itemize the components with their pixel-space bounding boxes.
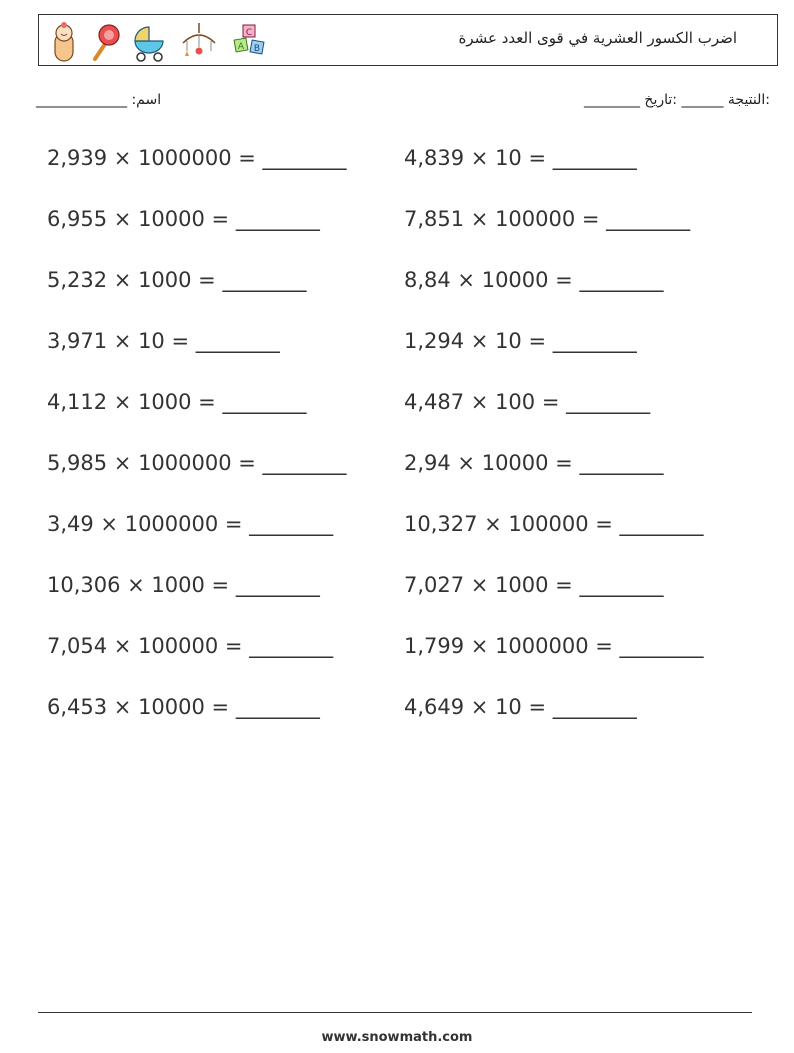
header-icons [51, 21, 269, 63]
problem-20: 4,649 × 10 = ________ [404, 695, 637, 719]
problem-row [47, 451, 767, 512]
problem-row [47, 207, 767, 268]
problem-9: 4,112 × 1000 = ________ [47, 390, 307, 414]
problem-7: 3,971 × 10 = ________ [47, 329, 280, 353]
problem-row [47, 146, 767, 207]
problem-4: 7,851 × 100000 = ________ [404, 207, 691, 231]
problem-6: 8,84 × 10000 = ________ [404, 268, 664, 292]
footer-divider [38, 1012, 752, 1013]
problem-14: 10,327 × 100000 = ________ [404, 512, 704, 536]
svg-text:C: C [245, 28, 253, 38]
problem-10: 4,487 × 100 = ________ [404, 390, 651, 414]
problem-2: 4,839 × 10 = ________ [404, 146, 637, 170]
name-field: _____________ :اسم [36, 92, 162, 108]
svg-text:B: B [253, 44, 261, 54]
worksheet-header [38, 14, 778, 66]
problem-15: 10,306 × 1000 = ________ [47, 573, 320, 597]
stroller-icon [131, 21, 169, 63]
problem-row [47, 329, 767, 390]
problem-row [47, 390, 767, 451]
problem-1: 2,939 × 1000000 = ________ [47, 146, 347, 170]
problem-row [47, 512, 767, 573]
crib-mobile-icon [179, 21, 219, 63]
date-field: ______ :تاريخ: [644, 92, 770, 108]
footer-url[interactable]: www.snowmath.com [321, 1030, 473, 1045]
baby-icon [51, 21, 77, 63]
svg-text:A: A [237, 42, 245, 52]
problem-grid [47, 146, 767, 756]
problem-13: 3,49 × 1000000 = ________ [47, 512, 334, 536]
problem-19: 6,453 × 10000 = ________ [47, 695, 320, 719]
problem-3: 6,955 × 10000 = ________ [47, 207, 320, 231]
problem-row [47, 634, 767, 695]
problem-11: 5,985 × 1000000 = ________ [47, 451, 347, 475]
result-field: ________ النتيجة [583, 92, 766, 108]
problem-row [47, 268, 767, 329]
problem-17: 7,054 × 100000 = ________ [47, 634, 334, 658]
rattle-icon [87, 21, 121, 63]
toy-blocks-icon [229, 21, 269, 63]
problem-8: 1,294 × 10 = ________ [404, 329, 637, 353]
problem-18: 1,799 × 1000000 = ________ [404, 634, 704, 658]
problem-12: 2,94 × 10000 = ________ [404, 451, 664, 475]
date-result-fields [584, 92, 770, 108]
problem-5: 5,232 × 1000 = ________ [47, 268, 307, 292]
problem-16: 7,027 × 1000 = ________ [404, 573, 664, 597]
worksheet-title: اضرب الكسور العشرية في قوى العدد عشرة [458, 29, 737, 47]
problem-row [47, 573, 767, 634]
problem-row [47, 695, 767, 756]
